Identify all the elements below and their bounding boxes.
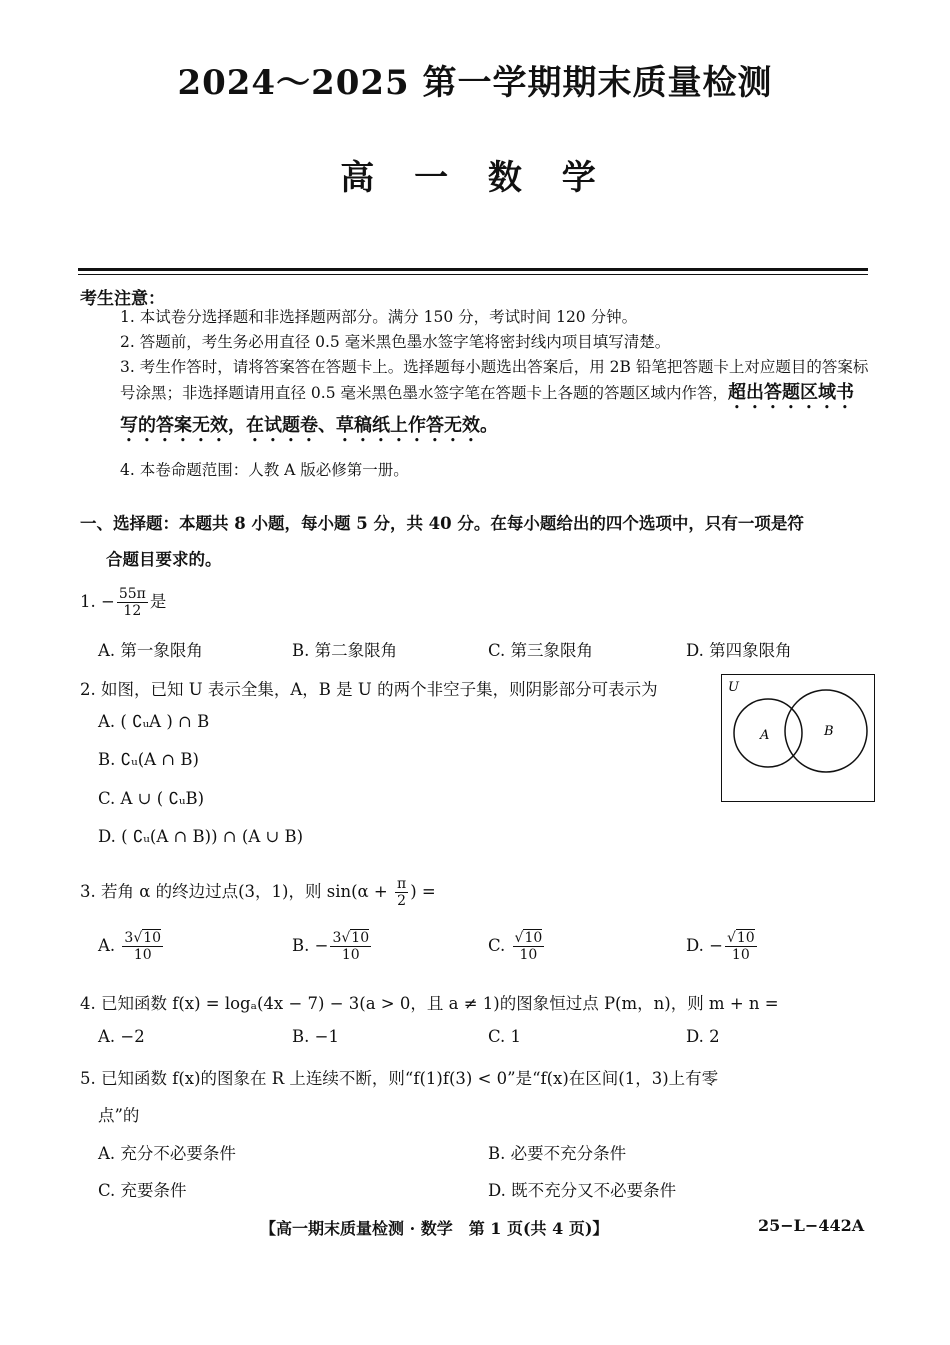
- notice-item-3-emphasis: 超出答题区域书写的答案无效，在试题卷、草稿纸上作答无效。: [120, 382, 855, 436]
- question-4-stem: 4. 已知函数 f(x) = logₐ(4x − 7) − 3(a > 0，且 a ≠ 1)的图象恒过点 P(m，n)，则 m + n =: [80, 994, 779, 1013]
- q3-c-num: √10: [514, 930, 543, 946]
- q3-d-fraction: [725, 930, 757, 963]
- exam-code: 25−L−442A: [758, 1216, 865, 1235]
- q4-option-b: B. −1: [292, 1027, 339, 1046]
- q3-a-label: A.: [98, 936, 116, 955]
- q3-b-fraction: [330, 930, 371, 963]
- q3-c-label: C.: [488, 936, 506, 955]
- q3-d-label: D.: [686, 936, 704, 955]
- notice-item-3: [120, 355, 870, 446]
- notice-item-3-text: 3. 考生作答时，请将答案答在答题卡上。选择题每小题选出答案后，用 2B 铅笔把答题卡上对应题目的答案标号涂黑；非选择题请用直径 0.5 毫米黑色墨水签字笔在答题卡上各题的答题区域内作答，: [120, 358, 869, 402]
- q3-pi-fraction: [395, 876, 408, 909]
- q3-c-rad: 10: [524, 930, 543, 946]
- exam-title: 2024～2025 第一学期期末质量检测: [177, 63, 773, 103]
- q3-a-den: 10: [133, 947, 152, 963]
- q3-a-fraction: [122, 930, 163, 963]
- q5-option-d: D. 既不充分又不必要条件: [488, 1181, 677, 1200]
- q2-option-b: B. ∁ᵤ(A ∩ B): [98, 750, 199, 769]
- q3-stem-text: 3. 若角 α 的终边过点(3，1)，则 sin(α +: [80, 882, 394, 901]
- venn-label-b: B: [824, 724, 834, 739]
- q5-option-c: C. 充要条件: [98, 1181, 187, 1200]
- q1-option-b: B. 第二象限角: [292, 641, 398, 660]
- venn-svg: [722, 675, 874, 801]
- q4-option-a: A. −2: [98, 1027, 145, 1046]
- q3-d-den: 10: [731, 947, 750, 963]
- q5-option-b: B. 必要不充分条件: [488, 1144, 627, 1163]
- q3-option-c: [488, 930, 546, 963]
- q3-c-fraction: [513, 930, 545, 963]
- notice-heading: 考生注意：: [80, 289, 165, 309]
- q3-option-d: [686, 930, 759, 963]
- divider-thick: [78, 268, 868, 271]
- q2-option-d: D. ( ∁ᵤ(A ∩ B)) ∩ (A ∪ B): [98, 827, 304, 846]
- q3-d-num: √10: [726, 930, 755, 946]
- q3-d-sign: −: [709, 936, 723, 955]
- q5-option-a: A. 充分不必要条件: [98, 1144, 236, 1163]
- q3-option-a: [98, 930, 165, 963]
- q3-b-rad: 10: [351, 930, 370, 946]
- q3-b-label: B.: [292, 936, 310, 955]
- q2-option-c: C. A ∪ ( ∁ᵤB): [98, 789, 205, 808]
- q1-fraction: [117, 586, 148, 619]
- q2-option-a: A. ( ∁ᵤA ) ∩ B: [98, 712, 210, 731]
- q1-denominator: 12: [123, 603, 142, 619]
- q1-option-a: A. 第一象限角: [98, 641, 203, 660]
- q3-b-coef: 3: [332, 930, 342, 946]
- question-5-line2: 点”的: [98, 1106, 140, 1125]
- q3-option-b: [292, 930, 373, 963]
- question-2-stem: 2. 如图，已知 U 表示全集，A，B 是 U 的两个非空子集，则阴影部分可表示为: [80, 680, 658, 699]
- notice-item-1: 1. 本试卷分选择题和非选择题两部分。满分 150 分，考试时间 120 分钟。: [120, 308, 638, 326]
- q1-option-d: D. 第四象限角: [686, 641, 792, 660]
- section-heading-line2: 合题目要求的。: [106, 550, 222, 569]
- q3-pi: π: [397, 876, 407, 892]
- venn-label-a: A: [760, 728, 770, 743]
- q3-a-num: 3√10: [124, 930, 162, 946]
- q3-tail: ) =: [410, 882, 436, 901]
- q3-d-rad: 10: [736, 930, 755, 946]
- q4-option-d: D. 2: [686, 1027, 720, 1046]
- question-1-stem: [80, 586, 166, 619]
- q1-numerator: 55π: [118, 586, 146, 602]
- venn-diagram: [721, 674, 875, 802]
- divider-thin: [78, 274, 868, 275]
- section-heading-line1: 一、选择题：本题共 8 小题，每小题 5 分，共 40 分。在每小题给出的四个选项中，只有一项是符: [80, 514, 804, 533]
- q3-b-num: 3√10: [332, 930, 370, 946]
- q3-two: 2: [397, 893, 407, 909]
- notice-item-4: 4. 本卷命题范围：人教 A 版必修第一册。: [120, 461, 409, 479]
- q3-b-sign: −: [314, 936, 329, 955]
- q3-b-den: 10: [341, 947, 360, 963]
- q3-a-rad: 10: [143, 930, 162, 946]
- q3-a-coef: 3: [124, 930, 134, 946]
- q1-prefix: 1. −: [80, 592, 115, 611]
- q1-suffix: 是: [149, 592, 167, 611]
- question-5-line1: 5. 已知函数 f(x)的图象在 R 上连续不断，则“f(1)f(3) < 0”是“f(x)在区间(1，3)上有零: [80, 1069, 719, 1088]
- q4-option-c: C. 1: [488, 1027, 522, 1046]
- subject-title: 高 一 数 学: [340, 158, 610, 198]
- q3-c-den: 10: [519, 947, 538, 963]
- notice-item-2: 2. 答题前，考生务必用直径 0.5 毫米黑色墨水签字笔将密封线内项目填写清楚。: [120, 333, 671, 351]
- venn-label-u: U: [728, 680, 739, 695]
- section-heading: [80, 506, 880, 578]
- page-footer: 【高一期末质量检测 · 数学 第 1 页(共 4 页)】: [260, 1219, 609, 1238]
- question-3-stem: [80, 876, 436, 909]
- q1-option-c: C. 第三象限角: [488, 641, 594, 660]
